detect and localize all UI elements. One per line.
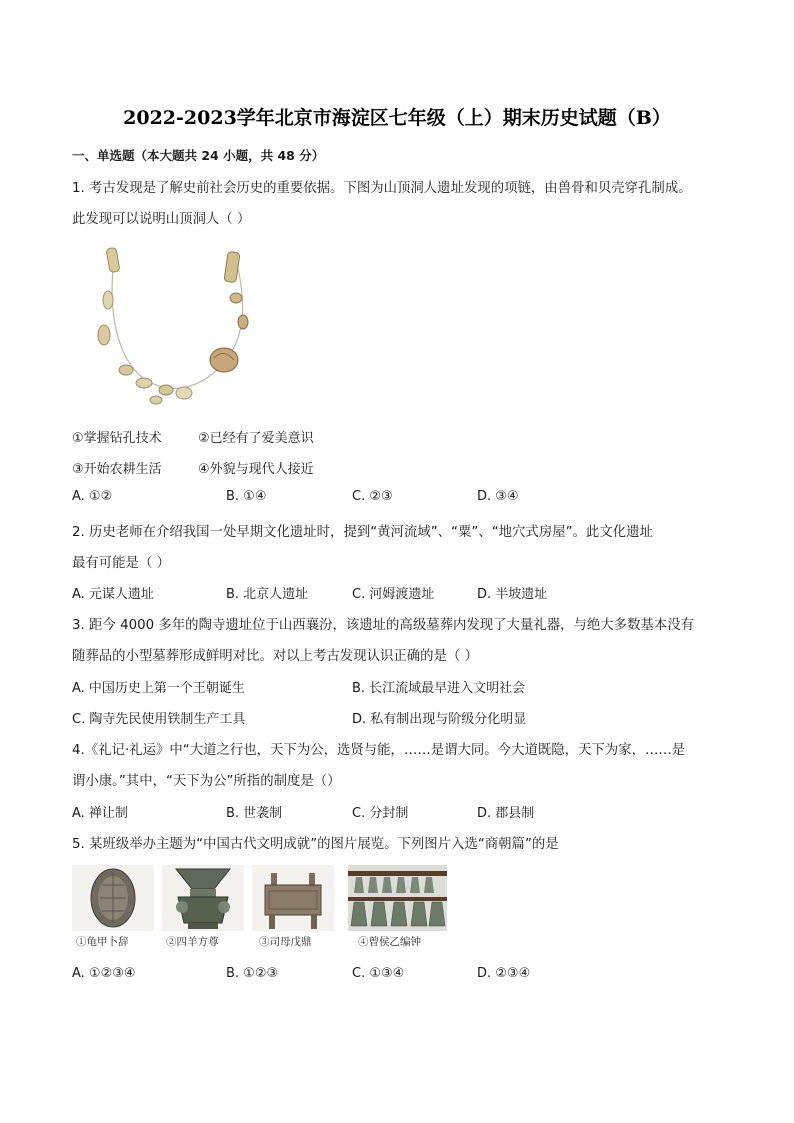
q4-stem-line2: 谓小康。”其中，“天下为公”所指的制度是（）: [72, 774, 341, 789]
q3-stem-line1: 3. 距今 4000 多年的陶寺遗址位于山西襄汾，该遗址的高级墓葬内发现了大量礼器，与绝大多数基本没有: [72, 618, 695, 633]
four-ram-zun-image: [162, 865, 244, 931]
q3-option-b[interactable]: B. 长江流域最早进入文明社会: [352, 681, 526, 696]
q1-statement-4: ④外貌与现代人接近: [198, 462, 314, 477]
necklace-image: [86, 240, 276, 410]
q3-option-a[interactable]: A. 中国历史上第一个王朝诞生: [72, 681, 245, 696]
page-title: 2022-2023学年北京市海淀区七年级（上）期末历史试题（B）: [123, 107, 671, 129]
q1-option-d[interactable]: D. ③④: [477, 489, 519, 504]
q4-option-b[interactable]: B. 世袭制: [226, 806, 283, 821]
q4-option-a[interactable]: A. 禅让制: [72, 806, 128, 821]
q4-option-c[interactable]: C. 分封制: [352, 806, 409, 821]
q1-statement-1: ①掌握钻孔技术: [72, 431, 162, 446]
q5-option-a[interactable]: A. ①②③④: [72, 966, 136, 981]
q4-option-d[interactable]: D. 郡县制: [477, 806, 535, 821]
q1-statement-2: ②已经有了爱美意识: [198, 431, 314, 446]
q5-caption-2: ②四羊方尊: [166, 936, 219, 948]
simuwu-ding-image: [252, 865, 334, 931]
q1-option-c[interactable]: C. ②③: [352, 489, 393, 504]
q2-option-d[interactable]: D. 半坡遗址: [477, 587, 548, 602]
q5-image-strip: [72, 865, 447, 933]
q1-option-b[interactable]: B. ①④: [226, 489, 267, 504]
q3-option-d[interactable]: D. 私有制出现与阶级分化明显: [352, 712, 527, 727]
q5-caption-4: ④曾侯乙编钟: [358, 936, 421, 948]
q2-option-b[interactable]: B. 北京人遗址: [226, 587, 309, 602]
q5-option-b[interactable]: B. ①②③: [226, 966, 279, 981]
q1-stem-line2: 此发现可以说明山顶洞人（ ）: [72, 212, 251, 227]
q3-option-c[interactable]: C. 陶寺先民使用铁制生产工具: [72, 712, 246, 727]
q2-option-c[interactable]: C. 河姆渡遗址: [352, 587, 435, 602]
q2-stem-line2: 最有可能是（ ）: [72, 556, 170, 571]
q1-option-a[interactable]: A. ①②: [72, 489, 113, 504]
q4-stem-line1: 4.《礼记·礼运》中“大道之行也，天下为公，选贤与能，……是谓大同。今大道既隐，天下为家，……是: [72, 743, 686, 758]
q5-option-d[interactable]: D. ②③④: [477, 966, 531, 981]
q5-caption-1: ①龟甲卜辞: [76, 936, 129, 948]
q3-stem-line2: 随葬品的小型墓葬形成鲜明对比。对以上考古发现认识正确的是（ ）: [72, 649, 478, 664]
q1-stem-line1: 1. 考古发现是了解史前社会历史的重要依据。下图为山顶洞人遗址发现的项链，由兽骨和贝壳穿孔制成。: [72, 181, 692, 196]
q5-caption-3: ③司母戊鼎: [259, 936, 312, 948]
q2-option-a[interactable]: A. 元谋人遗址: [72, 587, 154, 602]
section-heading: 一、单选题（本大题共 24 小题，共 48 分）: [72, 148, 325, 163]
q1-statement-3: ③开始农耕生活: [72, 462, 162, 477]
q2-stem-line1: 2. 历史老师在介绍我国一处早期文化遗址时，提到“黄河流域”、“粟”、“地穴式房屋”。此文化遗址: [72, 525, 653, 540]
bianzhong-image: [348, 865, 447, 931]
oracle-bone-image: [72, 865, 154, 931]
q5-option-c[interactable]: C. ①③④: [352, 966, 405, 981]
q5-stem-line1: 5. 某班级举办主题为“中国古代文明成就”的图片展览。下列图片入选“商朝篇”的是: [72, 837, 559, 852]
